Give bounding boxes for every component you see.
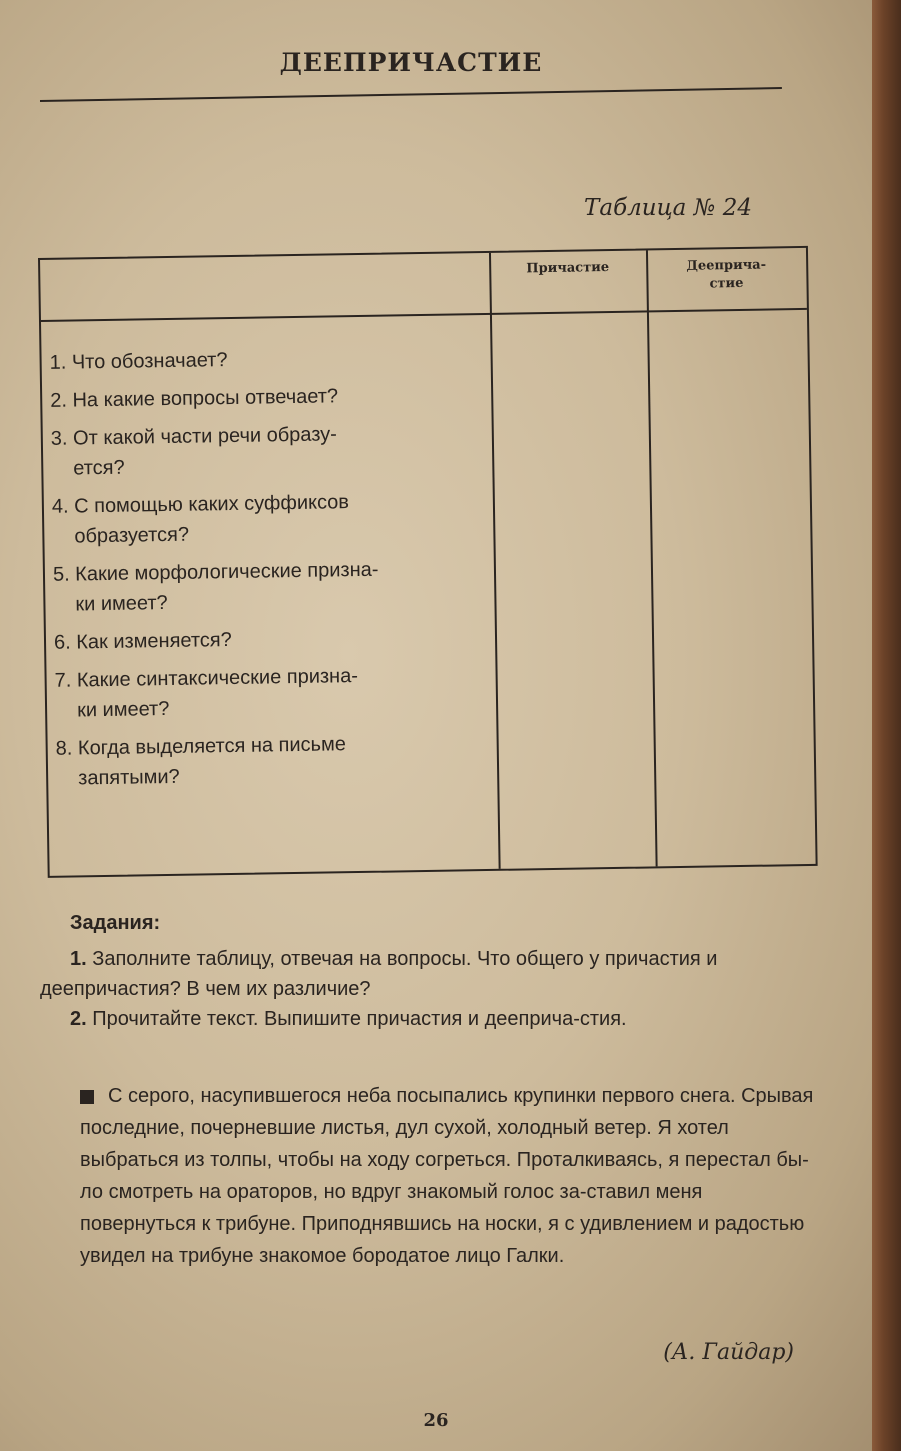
question-list xyxy=(49,341,496,802)
question-item: 6. Как изменяется? xyxy=(53,629,232,654)
text-author: (А. Гайдар) xyxy=(663,1340,794,1365)
header-rule xyxy=(40,87,782,102)
header-gerund: Дееприча- стие xyxy=(686,257,767,292)
question-item: 5. Какие морфологические призна- ки имеет? xyxy=(52,558,379,616)
question-item: 3. От какой части речи образу- ется? xyxy=(50,423,337,480)
task-item xyxy=(40,1004,820,1034)
column-divider xyxy=(646,250,658,866)
page-number: 26 xyxy=(423,1410,449,1431)
page-title: ДЕЕПРИЧАСТИЕ xyxy=(279,48,543,77)
task-text: Заполните таблицу, отвечая на вопросы. Что общего у причастия и деепричастия? В чем их различие? xyxy=(40,948,718,1000)
question-item: 1. Что обозначает? xyxy=(49,349,228,374)
question-item: 2. На какие вопросы отвечает? xyxy=(50,385,339,412)
reading-text-body: С серого, насупившегося неба посыпались крупинки первого снега. Срывая последние, почерневшие листья, дул сухой, холодный ветер. Я хотел выбраться из толпы, чтобы на ходу согреться. Проталкиваясь, я перестал бы-ло смотреть на ораторов, но вдруг знакомый голос за-ставил меня повернуться к трибуне. Приподнявшись на носки, я с удивлением и радостью увидел на трибуне знакомое бородатое лицо Галки. xyxy=(80,1085,814,1267)
book-cover-edge xyxy=(872,0,901,1451)
table-caption: Таблица № 24 xyxy=(584,195,752,221)
header-row-divider xyxy=(41,308,807,322)
comparison-table xyxy=(38,246,818,878)
reading-text xyxy=(80,1080,820,1272)
square-bullet-icon xyxy=(80,1090,94,1104)
question-item: 8. Когда выделяется на письме запятыми? xyxy=(55,733,347,790)
task-text: Прочитайте текст. Выпишите причастия и дееприча-стия. xyxy=(92,1008,627,1030)
question-item: 4. С помощью каких суффиксов образуется? xyxy=(51,491,350,548)
task-item xyxy=(40,944,820,1004)
tasks-heading: Задания: xyxy=(70,912,161,934)
page-header xyxy=(40,48,782,118)
task-number: 1. xyxy=(70,948,87,970)
question-item: 7. Какие синтаксические призна- ки имеет? xyxy=(54,665,359,722)
tasks-section xyxy=(40,908,820,1034)
header-participle: Причастие xyxy=(526,260,610,277)
task-number: 2. xyxy=(70,1008,87,1030)
